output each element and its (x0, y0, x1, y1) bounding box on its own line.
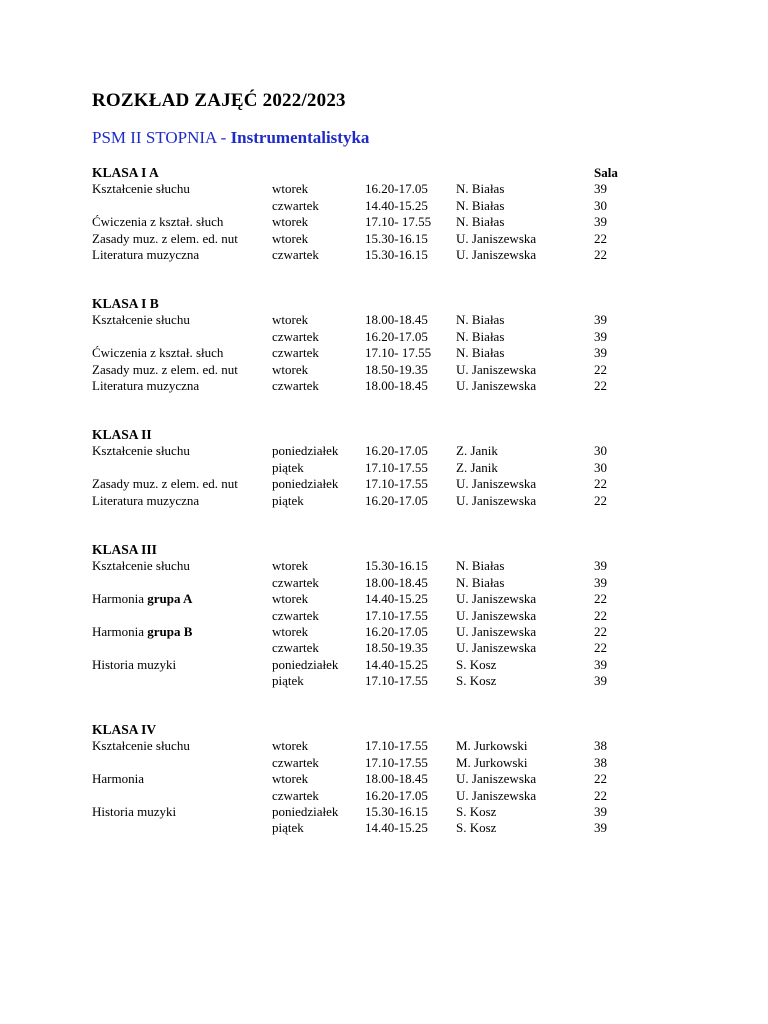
schedule-row (0, 590, 768, 607)
room-cell: 38 (594, 754, 607, 770)
room-cell: 39 (594, 345, 607, 361)
schedule-row (0, 639, 768, 656)
room-cell: 39 (594, 656, 607, 672)
schedule-row (0, 213, 768, 230)
schedule-row (0, 770, 768, 787)
schedule-row (0, 230, 768, 247)
day-cell: piątek (272, 459, 304, 475)
room-cell: 22 (594, 771, 607, 787)
time-cell: 16.20-17.05 (365, 328, 428, 344)
time-cell: 16.20-17.05 (365, 181, 428, 197)
day-cell: wtorek (272, 312, 309, 328)
teacher-cell: U. Janiszewska (456, 771, 537, 787)
schedule-row (0, 377, 768, 394)
subject-cell: Harmonia (92, 771, 144, 787)
schedule-row (0, 361, 768, 378)
schedule-row (0, 475, 768, 492)
subject-cell: Literatura muzyczna (92, 492, 200, 508)
time-cell: 18.00-18.45 (365, 312, 428, 328)
room-cell: 22 (594, 607, 607, 623)
time-cell: 14.40-15.25 (365, 591, 428, 607)
subject-cell: Kształcenie słuchu (92, 443, 190, 459)
room-cell: 39 (594, 673, 607, 689)
time-cell: 18.00-18.45 (365, 378, 428, 393)
time-cell: 14.40-15.25 (365, 656, 428, 672)
day-cell: piątek (272, 492, 304, 508)
day-cell: czwartek (272, 247, 319, 262)
subject-cell: Kształcenie słuchu (92, 738, 190, 754)
room-cell: 30 (594, 197, 607, 213)
page-title: ROZKŁAD ZAJĘĆ 2022/2023 (92, 90, 346, 111)
room-column-header: Sala (594, 165, 618, 180)
teacher-cell: U. Janiszewska (456, 640, 537, 656)
schedule-row (0, 557, 768, 574)
day-cell: wtorek (272, 624, 309, 639)
room-cell: 22 (594, 787, 607, 803)
time-cell: 15.30-16.15 (365, 558, 428, 574)
subject-cell: Ćwiczenia z kształ. słuch (92, 345, 224, 361)
teacher-cell: Z. Janik (456, 443, 498, 459)
teacher-cell: U. Janiszewska (456, 361, 537, 377)
teacher-cell: U. Janiszewska (456, 378, 537, 393)
time-cell: 16.20-17.05 (365, 492, 428, 508)
page-subtitle (92, 128, 369, 148)
time-cell: 17.10- 17.55 (365, 345, 432, 361)
class-heading: KLASA I A (92, 165, 159, 180)
day-cell: czwartek (272, 328, 319, 344)
time-cell: 17.10-17.55 (365, 607, 428, 623)
subject-cell: Historia muzyki (92, 656, 177, 672)
time-cell: 17.10-17.55 (365, 738, 428, 754)
teacher-cell: U. Janiszewska (456, 624, 537, 639)
teacher-cell: N. Białas (456, 328, 505, 344)
room-cell: 38 (594, 738, 607, 754)
subject-cell: Harmonia grupa A (92, 591, 193, 607)
teacher-cell: U. Janiszewska (456, 787, 537, 803)
class-heading: KLASA IV (92, 722, 157, 737)
teacher-cell: N. Białas (456, 312, 505, 328)
class-heading: KLASA II (92, 427, 152, 442)
day-cell: piątek (272, 820, 304, 836)
schedule-row (0, 328, 768, 345)
day-cell: wtorek (272, 361, 309, 377)
day-cell: czwartek (272, 378, 319, 393)
time-cell: 15.30-16.15 (365, 230, 428, 246)
class-header-row (0, 426, 768, 443)
room-cell: 39 (594, 820, 607, 836)
time-cell: 14.40-15.25 (365, 820, 428, 836)
teacher-cell: U. Janiszewska (456, 230, 537, 246)
time-cell: 18.50-19.35 (365, 361, 428, 377)
teacher-cell: U. Janiszewska (456, 476, 537, 492)
schedule-row (0, 492, 768, 509)
subject-cell: Ćwiczenia z kształ. słuch (92, 214, 224, 230)
subject-cell: Zasady muz. z elem. ed. nut (92, 476, 238, 492)
room-cell: 39 (594, 181, 607, 197)
class-header-row (0, 295, 768, 312)
room-cell: 22 (594, 591, 607, 607)
subject-cell: Literatura muzyczna (92, 378, 200, 393)
teacher-cell: M. Jurkowski (456, 738, 528, 754)
teacher-cell: U. Janiszewska (456, 247, 537, 262)
room-cell: 22 (594, 492, 607, 508)
schedule-row (0, 819, 768, 836)
class-heading: KLASA III (92, 542, 157, 557)
room-cell: 30 (594, 459, 607, 475)
teacher-cell: S. Kosz (456, 804, 497, 819)
time-cell: 14.40-15.25 (365, 197, 428, 213)
day-cell: wtorek (272, 181, 309, 197)
day-cell: poniedziałek (272, 804, 339, 819)
teacher-cell: N. Białas (456, 214, 505, 230)
day-cell: czwartek (272, 607, 319, 623)
day-cell: czwartek (272, 197, 319, 213)
room-cell: 22 (594, 247, 607, 262)
teacher-cell: M. Jurkowski (456, 754, 528, 770)
room-cell: 39 (594, 804, 607, 819)
day-cell: czwartek (272, 574, 319, 590)
subtitle-specialty: Instrumentalistyka (230, 128, 370, 147)
group-label: grupa A (147, 591, 193, 607)
time-cell: 16.20-17.05 (365, 443, 428, 459)
schedule-row (0, 607, 768, 624)
day-cell: wtorek (272, 591, 309, 607)
room-cell: 39 (594, 214, 607, 230)
teacher-cell: N. Białas (456, 181, 505, 197)
time-cell: 18.00-18.45 (365, 574, 428, 590)
room-cell: 30 (594, 443, 607, 459)
subject-cell: Historia muzyki (92, 804, 177, 819)
teacher-cell: S. Kosz (456, 673, 497, 689)
time-cell: 18.50-19.35 (365, 640, 428, 656)
day-cell: poniedziałek (272, 476, 339, 492)
schedule-row (0, 459, 768, 476)
subject-cell: Zasady muz. z elem. ed. nut (92, 361, 238, 377)
time-cell: 15.30-16.15 (365, 804, 428, 819)
day-cell: wtorek (272, 230, 309, 246)
time-cell: 16.20-17.05 (365, 624, 428, 639)
schedule-row (0, 623, 768, 640)
teacher-cell: N. Białas (456, 197, 505, 213)
schedule-row (0, 180, 768, 197)
day-cell: czwartek (272, 754, 319, 770)
subject-cell: Zasady muz. z elem. ed. nut (92, 230, 238, 246)
time-cell: 17.10-17.55 (365, 459, 428, 475)
subject-cell: Literatura muzyczna (92, 247, 200, 262)
room-cell: 22 (594, 624, 607, 639)
class-header-row (0, 721, 768, 738)
schedule-row (0, 197, 768, 214)
room-cell: 22 (594, 640, 607, 656)
time-cell: 17.10-17.55 (365, 754, 428, 770)
schedule-row (0, 672, 768, 689)
subject-cell: Kształcenie słuchu (92, 558, 190, 574)
room-cell: 22 (594, 378, 607, 393)
day-cell: poniedziałek (272, 656, 339, 672)
time-cell: 17.10-17.55 (365, 673, 428, 689)
room-cell: 22 (594, 476, 607, 492)
teacher-cell: N. Białas (456, 574, 505, 590)
teacher-cell: N. Białas (456, 558, 505, 574)
subject-cell: Kształcenie słuchu (92, 312, 190, 328)
room-cell: 39 (594, 574, 607, 590)
subject-cell: Harmonia grupa B (92, 624, 193, 639)
time-cell: 18.00-18.45 (365, 771, 428, 787)
room-cell: 39 (594, 558, 607, 574)
day-cell: poniedziałek (272, 443, 339, 459)
schedule-row (0, 344, 768, 361)
class-header-row (0, 541, 768, 558)
group-label: grupa B (147, 624, 193, 639)
time-cell: 17.10-17.55 (365, 476, 428, 492)
schedule-row (0, 787, 768, 804)
room-cell: 22 (594, 230, 607, 246)
teacher-cell: S. Kosz (456, 820, 497, 836)
time-cell: 15.30-16.15 (365, 247, 428, 262)
day-cell: czwartek (272, 787, 319, 803)
room-cell: 39 (594, 328, 607, 344)
schedule-row (0, 737, 768, 754)
teacher-cell: Z. Janik (456, 459, 498, 475)
teacher-cell: U. Janiszewska (456, 591, 537, 607)
teacher-cell: U. Janiszewska (456, 492, 537, 508)
day-cell: wtorek (272, 771, 309, 787)
schedule-row (0, 311, 768, 328)
subject-cell: Kształcenie słuchu (92, 181, 190, 197)
schedule-row (0, 246, 768, 263)
room-cell: 22 (594, 361, 607, 377)
schedule-row (0, 656, 768, 673)
day-cell: piątek (272, 673, 304, 689)
class-header-row (0, 164, 768, 181)
teacher-cell: U. Janiszewska (456, 607, 537, 623)
time-cell: 16.20-17.05 (365, 787, 428, 803)
subtitle-program: PSM II STOPNIA - (92, 128, 231, 147)
teacher-cell: S. Kosz (456, 656, 497, 672)
day-cell: czwartek (272, 640, 319, 656)
room-cell: 39 (594, 312, 607, 328)
schedule-row (0, 803, 768, 820)
time-cell: 17.10- 17.55 (365, 214, 432, 230)
schedule-row (0, 754, 768, 771)
day-cell: wtorek (272, 214, 309, 230)
teacher-cell: N. Białas (456, 345, 505, 361)
class-heading: KLASA I B (92, 296, 159, 311)
day-cell: wtorek (272, 738, 309, 754)
day-cell: czwartek (272, 345, 319, 361)
day-cell: wtorek (272, 558, 309, 574)
schedule-row (0, 442, 768, 459)
schedule-row (0, 574, 768, 591)
